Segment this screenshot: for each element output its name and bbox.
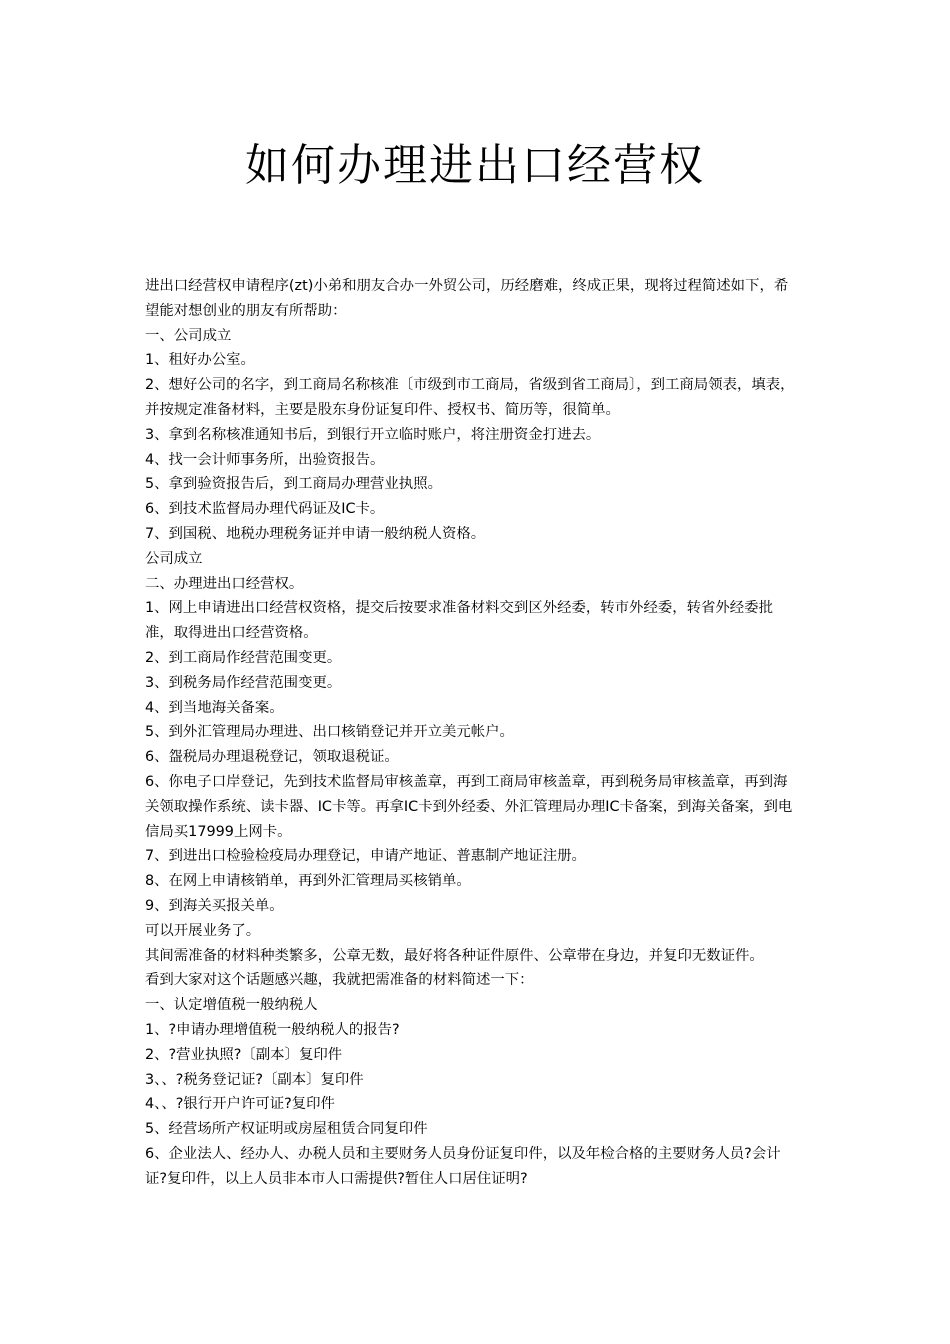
list-item: 7、到进出口检验检疫局办理登记，申请产地证、普惠制产地证注册。 [145, 848, 586, 865]
paragraph: 进出口经营权申请程序(zt)小弟和朋友合办一外贸公司，历经磨难，终成正果，现将过程简述如下，希望能对想创业的朋友有所帮助： [145, 278, 789, 319]
list-item: 6、你电子口岸登记，先到技术监督局审核盖章，再到工商局审核盖章，再到税务局审核盖章，再到海关领取操作系统、读卡器、IC卡等。再拿IC卡到外经委、外汇管理局办理IC卡备案，到海关备案，到电信局买17999上网卡。 [145, 773, 793, 840]
list-item: 5、经营场所产权证明或房屋租赁合同复印件 [145, 1121, 428, 1138]
list-item: 4、到当地海关备案。 [145, 699, 284, 716]
list-item: 6、企业法人、经办人、办税人员和主要财务人员身份证复印件，以及年检合格的主要财务人员?会计证?复印件，以上人员非本市人口需提供?暂住人口居住证明? [145, 1145, 781, 1187]
list-item: 4、、?银行开户许可证?复印件 [145, 1096, 335, 1113]
document-title: 如何办理进出口经营权 [245, 140, 705, 191]
list-item: 1、网上申请进出口经营权资格，提交后按要求准备材料交到区外经委，转市外经委，转省外经委批准，取得进出口经营资格。 [145, 600, 773, 642]
list-item: 3、、?税务登记证?〔副本〕复印件 [145, 1071, 364, 1088]
paragraph: 可以开展业务了。 [145, 922, 261, 939]
list-item: 3、拿到名称核准通知书后，到银行开立临时账户，将注册资金打进去。 [145, 426, 601, 443]
list-item: 1、?申请办理增值税一般纳税人的报告? [145, 1021, 400, 1038]
list-item: 1、租好办公室。 [145, 352, 255, 369]
section-heading: 一、认定增值税一般纳税人 [145, 997, 318, 1014]
section-heading: 二、办理进出口经营权。 [145, 575, 304, 592]
list-item: 5、拿到验资报告后，到工商局办理营业执照。 [145, 476, 442, 493]
list-item: 2、想好公司的名字，到工商局名称核准〔市级到市工商局，省级到省工商局〕，到工商局领表，填表，并按规定准备材料，主要是股东身份证复印件、授权书、简历等，很简单。 [145, 377, 795, 418]
paragraph: 公司成立 [145, 550, 203, 567]
paragraph: 看到大家对这个话题感兴趣，我就把需准备的材料简述一下： [145, 972, 534, 989]
list-item: 5、到外汇管理局办理进、出口核销登记并开立美元帐户。 [145, 724, 514, 741]
list-item: 6、盌税局办理退税登记，领取退税证。 [145, 749, 399, 766]
section-heading: 一、公司成立 [145, 327, 232, 344]
list-item: 7、到国税、地税办理税务证并申请一般纳税人资格。 [145, 525, 486, 542]
list-item: 3、到税务局作经营范围变更。 [145, 674, 342, 691]
list-item: 6、到技术监督局办理代码证及IC卡。 [145, 501, 385, 518]
list-item: 8、在网上申请核销单，再到外汇管理局买核销单。 [145, 873, 471, 890]
list-item: 2、到工商局作经营范围变更。 [145, 649, 342, 666]
list-item: 4、找一会计师事务所，出验资报告。 [145, 451, 385, 468]
list-item: 9、到海关买报关单。 [145, 897, 284, 914]
document-body [145, 274, 800, 1191]
list-item: 2、?营业执照?〔副本〕复印件 [145, 1046, 343, 1063]
paragraph: 其间需准备的材料种类繁多，公章无数，最好将各种证件原件、公章带在身边，并复印无数证件。 [145, 947, 764, 964]
